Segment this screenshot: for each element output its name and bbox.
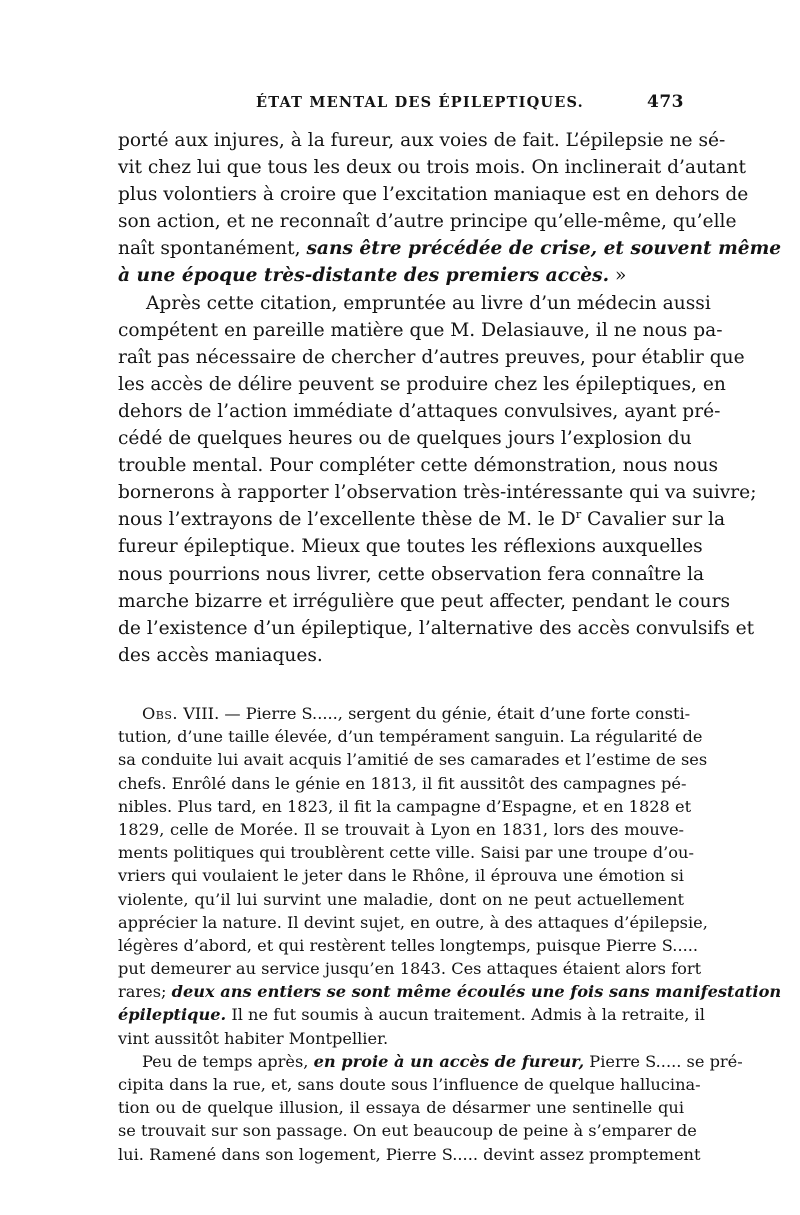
text-segment: nous l’extrayons de l’excellente thèse de M. le D: [118, 509, 576, 531]
text-segment: vriers qui voulaient le jeter dans le Rhône, il éprouva une émotion si: [118, 866, 684, 886]
text-segment: put demeurer au service jusqu’en 1843. Ces attaques étaient alors fort: [118, 959, 702, 979]
text-segment: de l’existence d’un épileptique, l’alternative des accès convulsifs et: [118, 617, 755, 639]
text-line: [118, 642, 684, 669]
text-line: [118, 957, 702, 980]
text-segment: légères d’abord, et qui restèrent telles longtemps, puisque Pierre S.....: [118, 935, 699, 955]
text-line: [118, 1143, 701, 1166]
text-segment: Cavalier sur la: [581, 509, 726, 531]
running-title: ÉTAT MENTAL DES ÉPILEPTIQUES.: [256, 94, 584, 111]
text-segment: raît pas nécessaire de chercher d’autres preuves, pour établir que: [118, 346, 745, 368]
text-segment: trouble mental. Pour compléter cette démonstration, nous nous: [118, 455, 718, 477]
text-line: [118, 772, 687, 795]
text-line: [118, 795, 692, 818]
text-segment: sa conduite lui avait acquis l’amitié de ses camarades et l’estime de ses: [118, 750, 708, 770]
text-line: [118, 980, 782, 1003]
text-line: [118, 1027, 684, 1050]
italic-text: sans être précédée de crise, et souvent même: [306, 238, 782, 260]
text-line: [118, 425, 692, 452]
text-segment: cipita dans la rue, et, sans doute sous l’influence de quelque hallucina-: [118, 1075, 701, 1094]
text-line: [118, 588, 731, 615]
text-segment: des accès maniaques.: [118, 644, 323, 666]
text-segment: 1829, celle de Morée. Il se trouvait à Lyon en 1831, lors des mouve-: [118, 819, 684, 839]
text-segment: Il ne fut soumis à aucun traitement. Admis à la retraite, il: [226, 1005, 705, 1025]
text-segment: Peu de temps après,: [142, 1051, 314, 1071]
text-line: [118, 127, 726, 154]
text-segment: se trouvait sur son passage. On eut beaucoup de peine à s’emparer de: [118, 1121, 697, 1141]
text-segment: dehors de l’action immédiate d’attaques convulsives, ayant pré-: [118, 400, 721, 422]
text-segment: nibles. Plus tard, en 1823, il fit la campagne d’Espagne, et en 1828 et: [118, 796, 692, 816]
text-line: [118, 888, 684, 911]
text-segment: son action, et ne reconnaît d’autre principe qu’elle-même, qu’elle: [118, 211, 737, 233]
text-segment: fureur épileptique. Mieux que toutes les réflexions auxquelles: [118, 536, 703, 558]
text-line: [118, 1096, 684, 1119]
text-segment: porté aux injures, à la fureur, aux voies de fait. L’épilepsie ne sé-: [118, 130, 726, 151]
text-line: [118, 154, 746, 181]
observation-viii: [118, 702, 782, 1166]
text-line: [118, 533, 703, 560]
text-line: [118, 398, 721, 425]
text-line: [118, 725, 703, 748]
text-line: [118, 344, 745, 371]
text-line: [118, 841, 694, 864]
text-segment: Après cette citation, empruntée au livre d’un médecin aussi: [146, 292, 711, 314]
text-segment: »: [609, 265, 627, 287]
text-line: [118, 748, 708, 771]
text-segment: violente, qu’il lui survint une maladie, dont on ne peut actuellement: [118, 889, 684, 909]
text-segment: cédé de quelques heures ou de quelques jours l’explosion du: [118, 428, 692, 450]
text-line: [118, 1003, 705, 1026]
text-line: [118, 181, 749, 208]
text-segment: nous pourrions nous livrer, cette observation fera connaître la: [118, 563, 705, 585]
text-line: [118, 208, 737, 235]
text-segment: r: [575, 507, 582, 522]
page-number: 473: [647, 92, 684, 112]
text-segment: bornerons à rapporter l’observation très-intéressante qui va suivre;: [118, 482, 757, 504]
text-line: [118, 262, 684, 289]
text-line: [118, 615, 755, 642]
text-line: [118, 235, 782, 262]
text-line: [118, 371, 726, 398]
text-line: [118, 479, 757, 506]
text-segment: vit chez lui que tous les deux ou trois mois. On inclinerait d’autant: [118, 157, 746, 179]
text-segment: ments politiques qui troublèrent cette ville. Saisi par une troupe d’ou-: [118, 843, 694, 863]
text-line: [118, 1073, 701, 1096]
text-line: [118, 561, 705, 588]
text-segment: compétent en pareille matière que M. Delasiauve, il ne nous pa-: [118, 319, 723, 341]
text-line: [118, 1119, 697, 1142]
text-segment: Pierre S..... se pré-: [584, 1051, 743, 1071]
text-line: [118, 702, 691, 725]
text-segment: marche bizarre et irrégulière que peut affecter, pendant le cours: [118, 590, 731, 612]
text-line: [118, 506, 726, 533]
text-segment: chefs. Enrôlé dans le génie en 1813, il fit aussitôt des campagnes pé-: [118, 773, 687, 793]
text-line: [118, 911, 708, 934]
text-segment: vint aussitôt habiter Montpellier.: [118, 1028, 389, 1048]
italic-text: à une époque très-distante des premiers accès.: [118, 265, 610, 287]
text-line: [118, 934, 699, 957]
text-segment: apprécier la nature. Il devint sujet, en outre, à des attaques d’épilepsie,: [118, 912, 708, 932]
text-line: [118, 1050, 743, 1073]
italic-text: en proie à un accès de fureur,: [313, 1051, 585, 1071]
text-line: [118, 864, 684, 887]
text-segment: tution, d’une taille élevée, d’un tempérament sanguin. La régularité de: [118, 727, 703, 747]
running-head: [118, 94, 684, 116]
italic-text: épileptique.: [118, 1005, 227, 1025]
text-segment: lui. Ramené dans son logement, Pierre S..... devint assez promptement: [118, 1144, 701, 1164]
observation-label: Obs.: [142, 704, 179, 723]
italic-text: deux ans entiers se sont même écoulés une fois sans manifestation: [171, 982, 782, 1002]
text-segment: les accès de délire peuvent se produire chez les épileptiques, en: [118, 373, 726, 395]
text-segment: tion ou de quelque illusion, il essaya de désarmer une sentinelle qui: [118, 1098, 684, 1118]
text-line: [118, 452, 718, 479]
text-line: [118, 818, 684, 841]
text-segment: plus volontiers à croire que l’excitation maniaque est en dehors de: [118, 184, 749, 206]
text-segment: rares;: [118, 982, 172, 1002]
main-paragraphs: [118, 127, 782, 669]
text-segment: naît spontanément,: [118, 238, 307, 260]
text-line: [118, 317, 723, 344]
text-line: [118, 290, 711, 317]
text-segment: VIII. — Pierre S....., sergent du génie, était d’une forte consti-: [178, 704, 691, 723]
